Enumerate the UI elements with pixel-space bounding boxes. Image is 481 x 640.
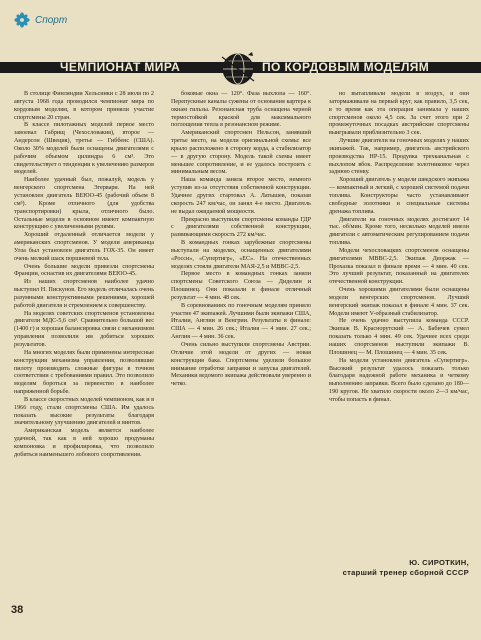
paragraph: В столице Финляндии Хельсинки с 28 июля по 2 августа 1968 года проводился чемпионат мира по кордовым моделям, в котором приняли участие спортсмены 20 стран. — [14, 91, 154, 121]
section-label: Спорт — [35, 14, 68, 26]
paragraph: Не очень удачно выступила команда СССР. Экипаж В. Краснорутский — А. Бабичев сумел показать только 4 мин. 49 сек. Удачнее всех среди наших спортсменов выступили экипажи В. Плошинец — М. Плошинец — 4 мин. 35 сек. — [329, 318, 469, 356]
page-number: 38 — [11, 604, 24, 616]
section-header — [14, 10, 67, 30]
paragraph: Наиболее удачный был, пожалуй, модель у венгерского спортсмена Эгервари. На ней установлен двигатель ВЕЮО-45 (рабочий объем 8 см³). Кроме отличного (для удобства транспортировки) крыла, отличного было. Остальные модели в основном имеют компактную конструкцию с увеличенными рулями. — [14, 177, 154, 231]
text-column-2 — [171, 91, 311, 389]
paragraph: Американский спортсмен Нельсон, занявший третье место, на модели оригинальной схемы: все крыло расположено в сторону корда, а стабилизатор — в другую сторону. Модель такой схемы имеет меньшее сопротивление, и ее удалось построить с минимальным весом. — [171, 130, 311, 176]
paragraph: В командных гонках зарубежные спортсмены выступали на моделях, оснащенных двигателями «Росси», «Супертигр», «ЕС». На отечественных моделях стояли двигатели МАЯ-2,5 и МВВС-2,5. — [171, 240, 311, 270]
paragraph: Очень сильно выступили спортсмены Австрии. Отличие этой модели от других — новая конструкция бака. Спортсмены уделили большое внимание отработке заправки и запуска двигателей. Механики ведомого экипажа действовали уверенно и четко. — [171, 342, 311, 388]
paragraph: но вытапливали модели в воздух, и они затормаживали на первый круг, как правило, 3,5 сек, в то время как эта операция занимала у наших спортсменов около 4,5 сек. За счет этого при 2 промежуточных посадках австрийские спортсмены выигрывали приблизительно 3 сек. — [329, 91, 469, 137]
paragraph: Наша команда заняла второе место, немного уступив из-за отсутствия собственной конструкции. Удачнее других стартовал А. Латышев, показав скорость 247 км/час, он занял 4-е место. Двигатель не выдал ожидаемой мощности. — [171, 177, 311, 215]
paragraph: На моделях советских спортсменов установлены двигатели МДС-5,6 см³. Сравнительно большой вес (1400 г) и хорошая балансировка связи с механизмом управления позволили им добиться хороших результатов. — [14, 310, 154, 348]
globe-emblem-icon — [218, 49, 258, 89]
flower-icon — [14, 12, 30, 28]
paragraph: Лучшие двигатели на гоночных моделях у наших экипажей. Так, например, двигатель австрийского производства НР-15. Продувка трехканальная с выхлопом вбок. Распределение золотниковое через заднюю стенку. — [329, 138, 469, 176]
author-role: старший тренер сборной СССР — [342, 568, 469, 577]
paragraph: Очень хорошими двигателями были оснащены модели венгерских спортсменов. Лучший венгерский экипаж показал в финале 4 мин. 37 сек. Модели имеют V-образный стабилизатор. — [329, 287, 469, 317]
paragraph: Модели чехословацких спортсменов оснащены двигателями МВВС-2,5. Экипаж Дворжак — Прохазка показал в финале время — 4 мин. 40 сек. Это лучший результат, показанный на двигателях отечественной конструкции. — [329, 247, 469, 286]
text-column-1 — [14, 91, 154, 460]
paragraph: В классе скоростных моделей чемпионом, как и в 1966 году, стали спортсмены США. Им удалось показать высокие результаты благодаря значительному улучшению двигателей и винтов. — [14, 396, 155, 427]
paragraph: Очень большие модели привезли спортсмены Франции, оснастив их двигателями ВЕЮО-45. — [14, 263, 154, 278]
title-part-1: ЧЕМПИОНАТ МИРА — [60, 60, 181, 74]
paragraph: Хороший отдаленный отличается модели у американских спортсменов. У модели американца Улза был установлен двигатель ГОХ-35. Он имеет очень мелкий шаск поршневой тела. — [14, 232, 154, 262]
paragraph: Американская модель является наиболее удачной, так как в ней хорошо продуманы компоновка и профилировка, что позволило добиться наименьшего лобового сопротивления. — [14, 428, 154, 458]
paragraph: Двигатели на гоночных моделях достигают 14 тыс. об/мин. Кроме того, несколько моделей имели двигатели с автоматическим регулированием подачи топлива. — [329, 216, 469, 247]
paragraph: В соревнованиях по гоночным моделям приняло участие 47 экипажей. Лучшими были экипажи США, Италии, Англии и Венгрии. Результаты в финале: США — 4 мин. 26 сек.; Италия — 4 мин. 27 сек.; Англия — 4 мин. 36 сек. — [171, 302, 311, 341]
paragraph: Из наших спортсменов наиболее удачно выступил Н. Пискунов. Его модель отличалась очень разумными конструктивными решениями, хорошей работой двигателя и стремлением к совершенству. — [14, 279, 154, 309]
author-name: Ю. СИРОТКИН, — [409, 558, 469, 567]
paragraph: На модели установлен двигатель «Супертигр». Высокий результат удалось показать только благодаря надежной работе механика и четкому выполнению заправки. Всего было сделано до 180—190 кругов. Не хватило скорости около 2—3 км/час, чтобы попасть в финал. — [329, 357, 469, 403]
text-column-3 — [329, 91, 469, 405]
paragraph: Хороший двигатель у модели шведского экипажа — компактный и легкий, с хорошей системой подачи топлива. Конструкторы часто устанавливают свободные золотники и специальные системы дренажа топлива. — [329, 177, 469, 215]
author-signature — [329, 558, 469, 578]
paragraph: В классе пилотажных моделей первое место завоевал Габрищ (Чехословакия), второе — Андерсон (Швеция), третье — Гиббенс (США). Около 30% моделей были оснащены двигателями с рабочим объемом цилиндра 6 см³. Это свидетельствует о тенденции к увеличению размеров моделей. — [14, 122, 154, 176]
paragraph: Прекрасно выступили спортсмены команды ГДР с двигателями собственной конструкции, развивающими скорость 272 км/час. — [171, 216, 311, 239]
title-banner — [0, 49, 481, 83]
paragraph: боковые окна — 120°. Фаза выхлопа — 160°. Перепускные каналы сужены от основания картера к окнам гильзы. Резонансная труба оснащена черной термостойкой краской для максимального поглощения тепла в резонансном режиме. — [171, 91, 311, 129]
title-part-2: ПО КОРДОВЫМ МОДЕЛЯМ — [262, 60, 430, 74]
paragraph: Первое место в командных гонках заняли спортсмены Советского Союза — Диделин и Плошинец. Они показали в финале отличный результат — 4 мин. 48 сек. — [171, 271, 311, 301]
paragraph: На многих моделях были применены интересные конструкции механизма управления, позволявшие пилоту производить сложные фигуры в точном соответствии с требованиями правил. Это позволило моделям бороться за первенство в наиболее напряженной борьбе. — [14, 349, 154, 396]
